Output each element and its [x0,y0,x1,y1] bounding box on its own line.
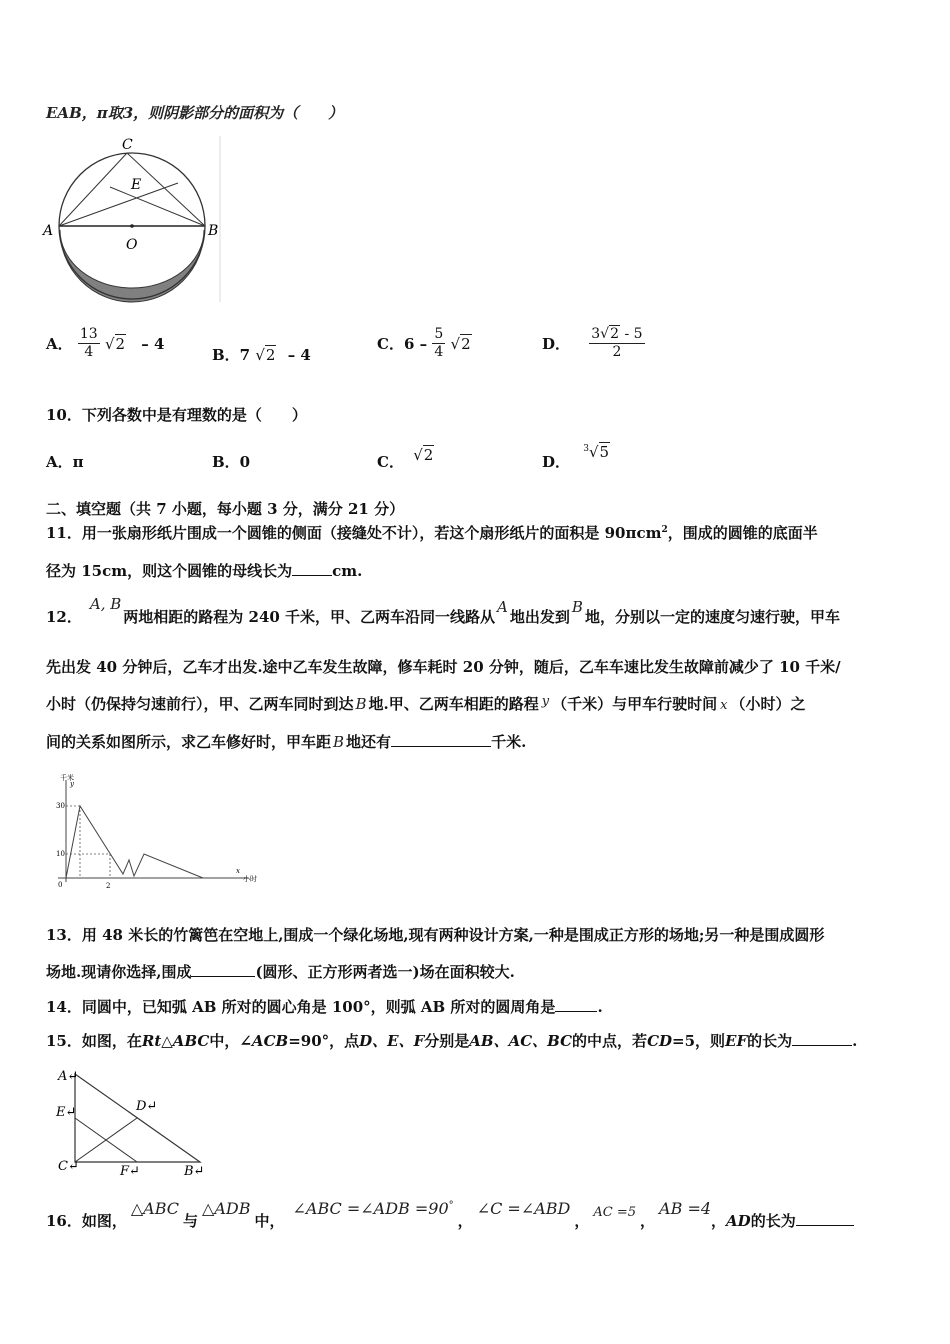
q15-line [46,1030,857,1051]
label-o: O [126,237,138,253]
q15-cd: CD [647,1032,673,1050]
q12-var-x: x [720,698,728,713]
section-2-heading: 二、填空题（共 7 小题，每小题 3 分，满分 21 分） [46,500,405,518]
q9-option-d-fraction [589,326,644,361]
q15-period: . [852,1032,858,1050]
fig15-label-c: C↵ [58,1159,79,1174]
q12-line-3-c: （千米）与甲车行驶时间 [552,695,718,713]
q10-option-c[interactable] [377,444,434,471]
q15-t6: =5，则 [672,1032,726,1050]
q14-period: . [597,998,603,1016]
y-axis-label: 千米 [60,774,74,782]
q15-angle: ∠ACB [239,1032,289,1050]
fig15-label-e: E↵ [56,1105,77,1120]
q16-triangle-1: △ABC [130,1199,180,1218]
q9-option-c-num: 5 [434,326,444,342]
q13-line-1: 13．用 48 米长的竹篱笆在空地上,围成一个绿化场地,现有两种设计方案,一种是围成正方形的场地;另一种是围成圆形 [46,926,825,944]
q9-option-a-tail: – 4 [141,334,165,353]
q16-comma-2: ， [574,1212,590,1230]
center-dot [130,224,134,228]
tick-30: 30 [56,802,65,810]
q9-option-d-den: 2 [612,344,622,360]
q12-text-3: 地，分别以一定的速度匀速行驶，甲车 [584,608,840,626]
q12-line-3-d: （小时）之 [730,695,806,713]
q15-triangle-figure [50,1062,220,1180]
q10-option-c-sqrt: √2 [413,446,434,464]
q16-t4: ， [711,1212,727,1230]
q9-option-d-num-pre: 3 [591,326,601,342]
q12-text-1: 两地相距的路程为 240 千米，甲、乙两车沿同一线路从 [123,608,496,626]
q11-line-1-b: ，围成的圆锥的底面半 [667,524,818,542]
q12-number: 12． [46,608,82,626]
q10-option-d[interactable] [542,441,610,471]
q9-option-b-rad: 2 [265,346,276,364]
q13-line-2-a: 场地.现请你选择,围成 [46,963,192,981]
q12-line-4-c: 千米. [491,733,527,751]
y-axis-var: y [70,780,74,788]
q15-t2: 中， [209,1032,240,1050]
q12-line-3-a: 小时（仍保持匀速前行），甲、乙两车同时到达 [46,695,354,713]
q9-option-d[interactable] [542,326,645,361]
q9-option-b-label: B．7 [212,346,251,364]
q11-line-1-a: 11．用一张扇形纸片围成一个圆锥的侧面（接缝处不计），若这个扇形纸片的面积是 90πcm [46,524,662,542]
q12-line-4-a: 间的关系如图所示，求乙车修好时，甲车距 [46,733,332,751]
line-eb [110,187,205,226]
q10-option-c-rad: 2 [423,446,434,464]
distance-curve [66,806,203,878]
q12-line-4-b: 地还有 [346,733,392,751]
q12-a: A [497,598,508,616]
q9-option-a-fraction [78,326,100,361]
q9-option-c-den: 4 [434,344,444,360]
q9-option-a-label: A． [46,335,73,353]
q15-t1: 15．如图，在 [46,1032,142,1050]
q15-rt: Rt△ABC [141,1032,210,1050]
q16-eq3: AC =5 [593,1205,637,1220]
q16-eq2: ∠C =∠ABD [476,1199,571,1218]
q12-graph [48,770,268,895]
q16-t5: 的长为 [750,1212,796,1230]
q9-option-b-tail: – 4 [287,346,311,364]
q9-option-a[interactable] [46,326,164,361]
fig15-label-f: F↵ [120,1164,140,1179]
q16-answer-blank[interactable] [796,1225,854,1226]
q9-option-c-label: C．6 – [377,335,428,353]
q16-eq1: ∠ABC =∠ADB =90 [292,1199,449,1218]
q10-option-a[interactable]: A．π [46,453,84,471]
q9-option-c[interactable] [377,326,472,361]
q15-t3: =90°，点 [288,1032,360,1050]
fig15-label-d: D↵ [136,1099,158,1114]
q9-option-a-rad: 2 [115,334,126,353]
q15-t5: 的中点，若 [572,1032,648,1050]
q14-answer-blank[interactable] [555,1011,597,1012]
q12-line-3-b: 地.甲、乙两车相距的路程 [368,695,539,713]
q13-answer-blank[interactable] [191,976,255,977]
q10-option-b[interactable]: B．0 [212,453,251,471]
q12-line-1 [46,593,840,633]
q9-option-c-sqrt: √2 [450,334,471,353]
q12-line-3-b-point: B [355,695,367,713]
q10-stem: 10．下列各数中是有理数的是（ ） [46,406,307,424]
q13-line-2-b: (圆形、正方形两者选一)场在面积较大. [255,963,515,981]
q16-line [46,1198,854,1228]
q9-stem [46,102,343,123]
q9-option-c-fraction [432,326,445,361]
q16-t2: 与 [183,1212,199,1230]
q9-option-d-label: D． [542,335,571,353]
q9-option-a-num: 13 [79,326,98,342]
q15-segments: AB、AC、BC [469,1032,573,1050]
q9-option-c-rad: 2 [461,334,471,353]
q14-text: 14．同圆中，已知弧 AB 所对的圆心角是 100°，则弧 AB 所对的圆周角是 [46,998,556,1016]
line-ae [59,183,178,226]
q11-line-2-b: cm. [332,562,363,580]
q9-option-a-den: 4 [84,344,94,360]
q12-line-4 [46,731,526,752]
q10-option-d-rad: 5 [599,443,610,461]
q12-var-y: y [541,694,550,709]
x-axis-var: x [236,867,240,875]
q16-t1: 16．如图， [46,1212,127,1230]
q10-option-d-index: 3 [583,444,589,454]
q10-option-c-label: C． [377,453,404,471]
q9-option-b-sqrt: √2 [255,346,276,364]
q11-line-2-a: 径为 15cm，则这个圆锥的母线长为 [46,562,293,580]
label-c: C [122,137,133,153]
q12-answer-blank[interactable] [391,746,491,747]
q16-comma-1: ， [457,1212,473,1230]
q13-line-2 [46,961,515,982]
q9-stem-text: EAB，π取3，则阴影部分的面积为（ ） [46,104,344,122]
q15-t7: 的长为 [747,1032,793,1050]
tick-0: 0 [58,881,63,889]
label-a: A [43,223,54,239]
q10-option-d-cbrt: $^3$√5 [583,443,610,461]
q9-option-a-sqrt: √2 [104,334,126,353]
q12-line-3 [46,693,806,714]
x-axis-label: 小时 [243,875,257,883]
q11-line-1 [46,522,818,543]
q11-line-2 [46,560,362,581]
label-b: B [208,223,219,239]
q14-line [46,996,603,1017]
q15-points: D、E、F [359,1032,425,1050]
q16-triangle-2: △ADB [202,1199,251,1218]
q10-option-d-label: D． [542,453,571,471]
q16-ad: AD [726,1212,751,1230]
label-e: E [131,177,142,193]
q15-ef: EF [725,1032,748,1050]
q16-comma-3: ， [640,1212,656,1230]
q12-line-4-b-point: B [333,733,345,751]
q11-superscript: 2 [661,525,668,535]
q9-option-d-rad: 2 [610,326,620,342]
fig15-label-b: B↵ [184,1164,205,1179]
q12-ab: A, B [89,595,122,613]
q15-answer-blank[interactable] [792,1045,852,1046]
fig15-label-a: A↵ [58,1069,79,1084]
q9-option-d-num: 3√2 - 5 [591,326,643,342]
q15-t4: 分别是 [424,1032,470,1050]
q16-eq4: AB =4 [659,1199,712,1218]
q12-b: B [571,598,583,616]
q12-line-2: 先出发 40 分钟后，乙车才出发.途中乙车发生故障，修车耗时 20 分钟，随后，乙车车速比发生故障前减少了 10 千米/ [46,658,841,676]
q9-option-d-num-post: - 5 [620,326,643,342]
q16-t3: 中， [254,1212,285,1230]
q11-answer-blank[interactable] [292,575,332,576]
q16-degree: ° [448,1200,454,1211]
tick-2: 2 [106,882,111,890]
tick-10: 10 [56,850,65,858]
q9-option-b[interactable] [212,344,311,365]
q12-text-2: 地出发到 [509,608,570,626]
q9-circle-figure [40,132,230,307]
